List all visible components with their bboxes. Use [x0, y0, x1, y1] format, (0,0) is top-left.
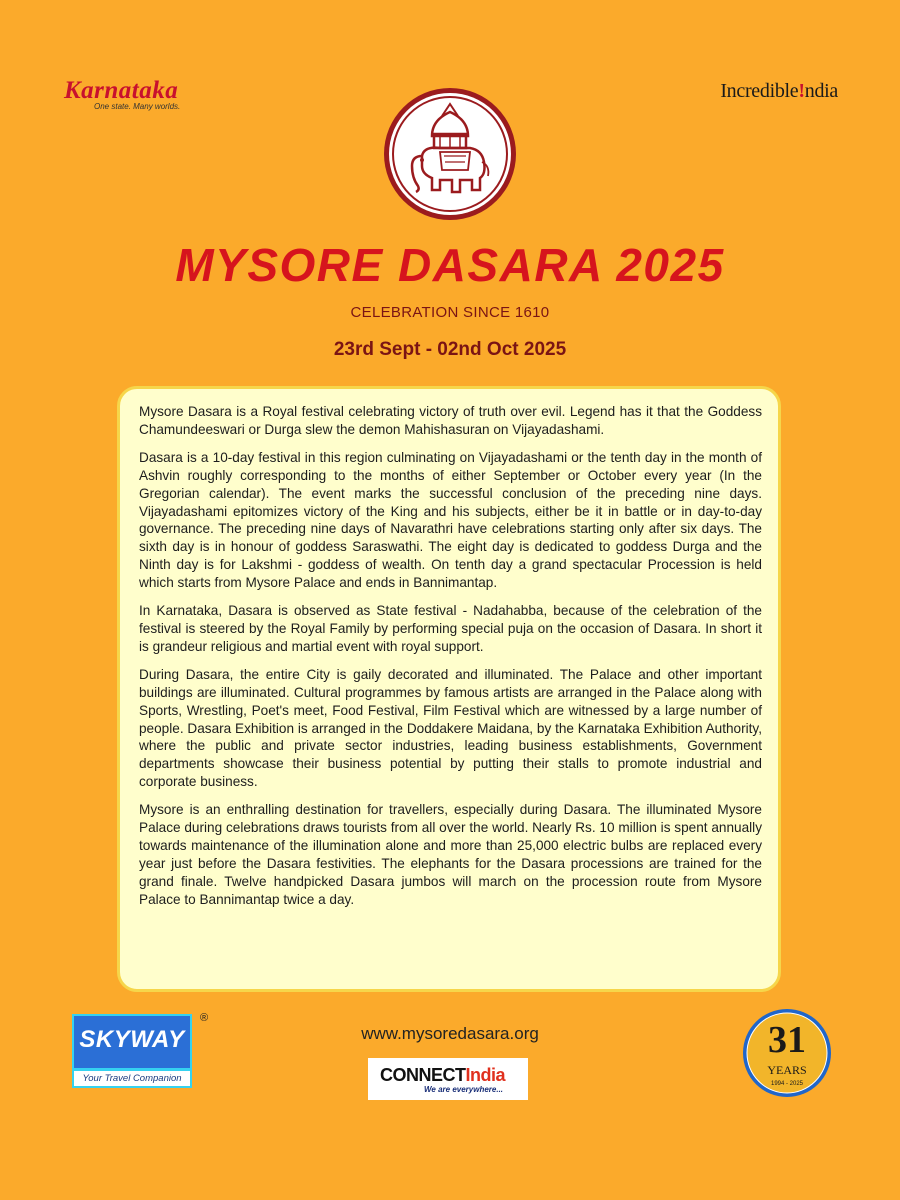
connect-india-co: CO: [380, 1065, 406, 1085]
page-subtitle: CELEBRATION SINCE 1610: [350, 304, 550, 321]
description-box: [117, 386, 781, 992]
connect-india-nnect: NNECT: [406, 1065, 466, 1085]
paragraph-travellers: Mysore is an enthralling destination for travellers, especially during Dasara. The illuminated Mysore Palace during celebrations draws tourists from all over the world. Nearly Rs. 10 million is spent annually towards maintenance of the illumination alone and more than 25,000 electric bulbs are replaced every year just before the Dasara festivities. The elephants for the Dasara processions are trained for the grand finale. Twelve handpicked Dasara jumbos will march on the procession route from Mysore Palace to Bannimantap twice a day.: [139, 802, 762, 907]
incredible-india-part1: Incredible: [720, 80, 799, 102]
anniversary-number: 31: [768, 1019, 806, 1061]
page-title: MYSORE DASARA 2025: [175, 239, 725, 291]
event-dates: 23rd Sept - 02nd Oct 2025: [333, 339, 567, 360]
paragraph-festival: Dasara is a 10-day festival in this region culminating on Vijayadashami or the tenth day in the month of Ashvin roughly corresponding to the months of either September or October every year (In the Gregorian calendar). The event marks the successful conclusion of the preceding nine days. Vijayadashami epitomizes victory of the King and his subjects, either be it in battle or in day-to-day governance. The preceding nine days of Navarathri have celebrations starting only after six days. The sixth day is in honour of goddess Saraswathi. The eight day is dedicated to goddess Durga and the Ninth day is for Lakshmi - goddess of wealth. On tenth day a grand spectacular Procession is held which starts from Mysore Palace and ends in Bannimantap.: [139, 449, 762, 591]
skyway-logo-name: SKYWAY: [79, 1026, 185, 1053]
incredible-india-logo: [720, 80, 838, 103]
registered-mark: ®: [200, 1012, 209, 1024]
incredible-india-part2: ndia: [804, 80, 838, 102]
paragraph-legend: Mysore Dasara is a Royal festival celebrating victory of truth over evil. Legend has it that the Goddess Chamundeeswari or Durga slew the demon Mahishasuran on Vijayadashami.: [139, 404, 762, 437]
skyway-logo-tagline: Your Travel Companion: [72, 1069, 192, 1088]
anniversary-label: YEARS: [767, 1063, 807, 1077]
karnataka-logo: [64, 78, 194, 120]
anniversary-badge-icon: [742, 1008, 832, 1098]
connect-india-logo: [368, 1058, 528, 1100]
connect-india-tagline: We are everywhere...: [424, 1085, 504, 1094]
elephant-emblem-icon: [382, 86, 518, 222]
karnataka-logo-word: Karnataka: [64, 77, 179, 104]
paragraph-state-festival: In Karnataka, Dasara is observed as State festival - Nadahabba, because of the celebration of the festival is steered by the Royal Family by performing special puja on the occasion of Dasara. In short it is grandeur religious and martial event with royal support.: [139, 603, 762, 654]
anniversary-range: 1994 - 2025: [770, 1081, 804, 1087]
incredible-india-bang: !: [798, 80, 805, 102]
connect-india-india: India: [465, 1065, 506, 1085]
paragraph-city-celebrations: During Dasara, the entire City is gaily decorated and illuminated. The Palace and other important buildings are illuminated. Cultural programmes by famous artists are arranged in the Palace along with Sports, Wrestling, Poet's meet, Food Festival, Film Festival which are witnessed by a large number of people. Dasara Exhibition is arranged in the Doddakere Maidana, by the Karnataka Exhibition Authority, where the public and private sector industries, leading business establishments, Government departments showcase their business potential by putting their stalls to promote industrial and corporate business.: [139, 666, 762, 790]
karnataka-logo-tagline: One state. Many worlds.: [94, 102, 181, 111]
website-link[interactable]: www.mysoredasara.org: [361, 1024, 539, 1043]
